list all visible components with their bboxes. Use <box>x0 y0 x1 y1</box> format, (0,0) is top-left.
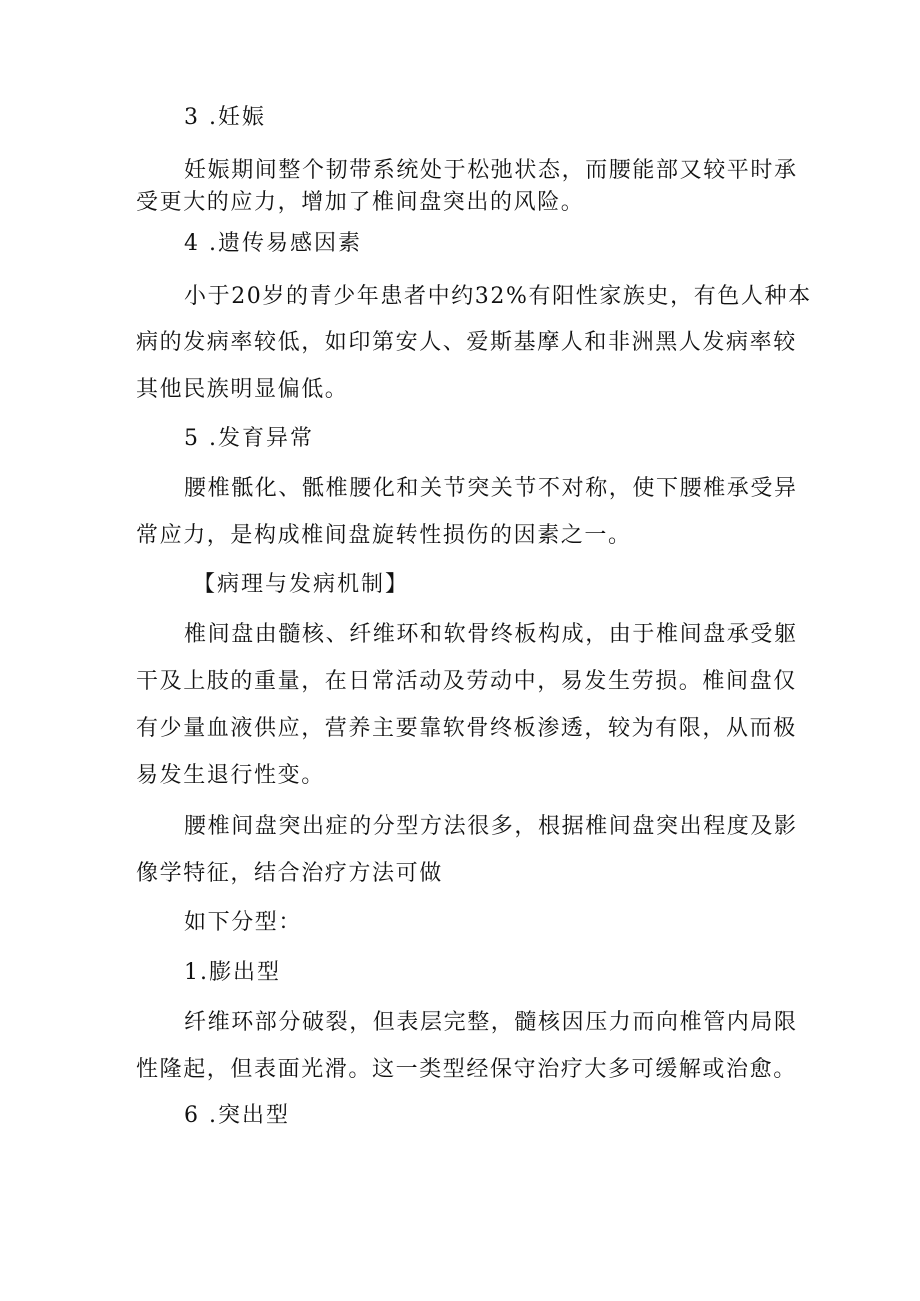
paragraph-line: 病的发病率较低，如印第安人、爱斯基摩人和非洲黑人发病率较 <box>136 330 797 355</box>
paragraph-line: 性隆起，但表面光滑。这一类型经保守治疗大多可缓解或治愈。 <box>136 1057 797 1082</box>
paragraph-line: 如下分型： <box>184 910 303 935</box>
paragraph-line: 其他民族明显偏低。 <box>136 377 349 402</box>
section-heading-genetic: 4 .遗传易感因素 <box>184 231 362 256</box>
paragraph-line: 干及上肢的重量，在日常活动及劳动中，易发生劳损。椎间盘仅 <box>136 669 797 694</box>
paragraph-line: 小于20岁的青少年患者中约32%有阳性家族史，有色人种本 <box>184 284 812 309</box>
section-heading-pathology: 【病理与发病机制】 <box>193 572 410 597</box>
paragraph-line: 纤维环部分破裂，但表层完整，髓核因压力而向椎管内局限 <box>184 1010 798 1035</box>
section-heading-development: 5 .发育异常 <box>184 426 314 451</box>
paragraph-line: 有少量血液供应，营养主要靠软骨终板渗透，较为有限，从而极 <box>136 716 797 741</box>
paragraph-line: 常应力，是构成椎间盘旋转性损伤的因素之一。 <box>136 523 632 548</box>
paragraph-line: 易发生退行性变。 <box>136 763 325 788</box>
paragraph-line: 腰椎骶化、骶椎腰化和关节突关节不对称，使下腰椎承受异 <box>184 476 798 501</box>
paragraph-line: 妊娠期间整个韧带系统处于松弛状态，而腰能部又较平时承 <box>184 158 798 183</box>
paragraph-line: 椎间盘由髓核、纤维环和软骨终板构成，由于椎间盘承受躯 <box>184 622 798 647</box>
paragraph-line: 受更大的应力，增加了椎间盘突出的风险。 <box>136 190 585 215</box>
section-heading-protrusion: 6 .突出型 <box>184 1103 290 1128</box>
section-heading-pregnancy: 3 .妊娠 <box>184 105 266 130</box>
paragraph-line: 腰椎间盘突出症的分型方法很多，根据椎间盘突出程度及影 <box>184 814 798 839</box>
paragraph-line: 像学特征，结合治疗方法可做 <box>136 861 443 886</box>
section-heading-bulging: 1.膨出型 <box>184 960 281 985</box>
